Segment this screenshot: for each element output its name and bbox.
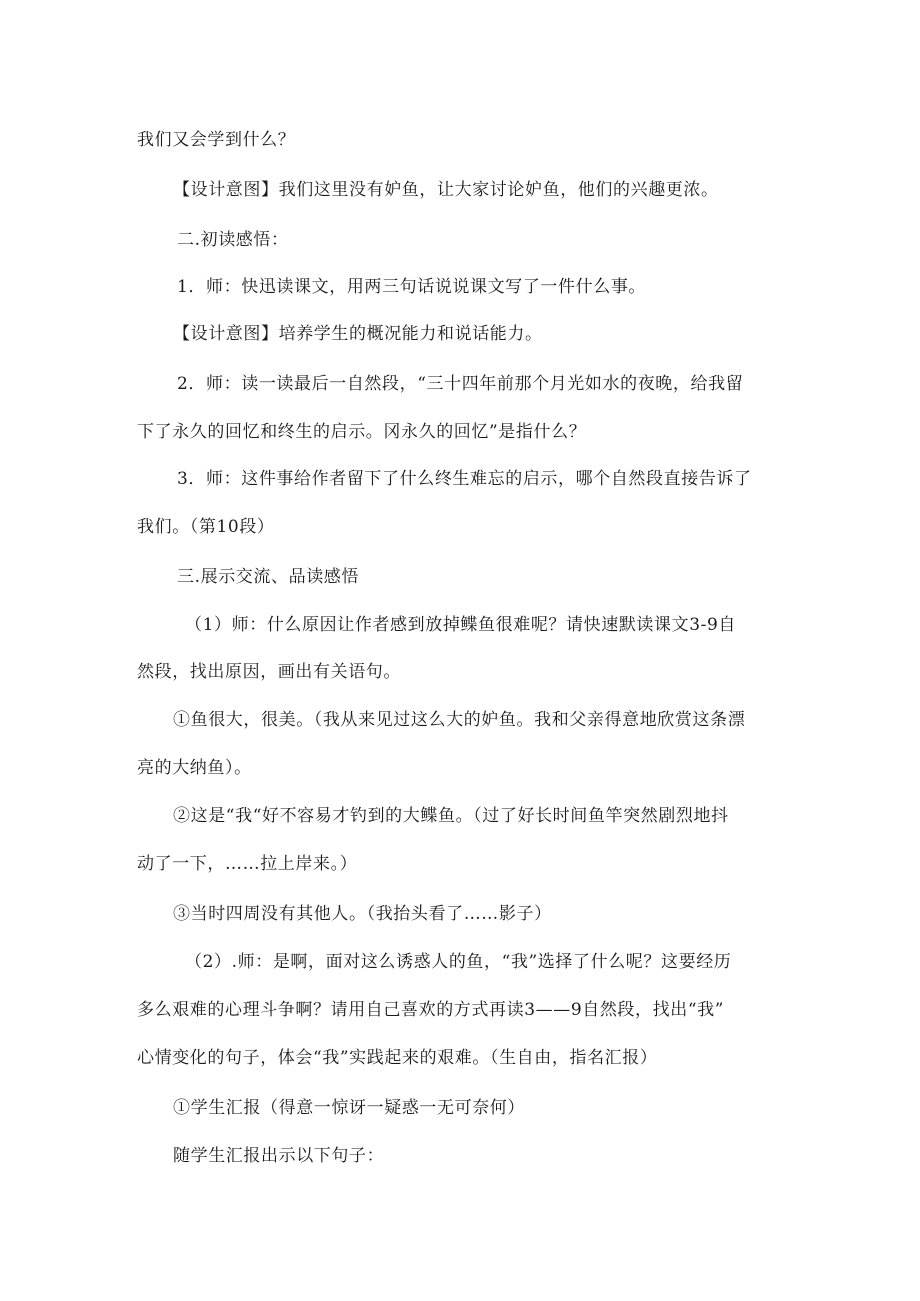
- text-line: （1）师：什么原因让作者感到放掉鲽鱼很难呢？请快速默读课文3-9自: [185, 615, 736, 635]
- section-heading: 三.展示交流、品读感悟: [177, 567, 360, 587]
- text-line: 下了永久的回忆和终生的启示。冈永久的回忆”是指什么？: [137, 422, 587, 442]
- text-line: 我们。（第10段）: [137, 517, 275, 537]
- text-line: ②这是“我“好不容易才钓到的大鲽鱼。（过了好长时间鱼竿突然剧烈地抖: [173, 806, 729, 826]
- text-line: ①学生汇报（得意一惊讶一疑惑一无可奈何）: [173, 1098, 525, 1118]
- text-line: 亮的大纳鱼）。: [137, 758, 252, 778]
- text-line: 我们又会学到什么？: [137, 130, 296, 150]
- text-line: 3．师：这件事给作者留下了什么终生难忘的启示，哪个自然段直接告诉了: [177, 469, 752, 489]
- text-line: 心情变化的句子，体会“我”实践起来的艰难。（生自由，指名汇报）: [137, 1048, 658, 1068]
- text-line: （2）.师：是啊，面对这么诱惑人的鱼，“我”选择了什么呢？这要经历: [185, 952, 732, 972]
- section-heading: 二.初读感悟：: [177, 230, 289, 250]
- text-line: 1．师：快迅读课文，用两三句话说说课文写了一件什么事。: [177, 277, 647, 297]
- text-line: ①鱼很大，很美。（我从来见过这么大的妒鱼。我和父亲得意地欣赏这条漂: [173, 710, 746, 730]
- text-line: 然段，找出原因，画出有关语句。: [137, 662, 401, 682]
- text-line: 多么艰难的心理斗争啊？请用自己喜欢的方式再读3——9自然段，找出“我”: [137, 1000, 725, 1020]
- text-line: 随学生汇报出示以下句子：: [173, 1146, 385, 1166]
- text-line: 2．师：读一读最后一自然段，“三十四年前那个月光如水的夜晚，给我留: [177, 374, 744, 394]
- text-line: 动了一下，……拉上岸来。）: [137, 854, 358, 874]
- text-line: 【设计意图】培养学生的概况能力和说话能力。: [173, 324, 543, 344]
- text-line: 【设计意图】我们这里没有妒鱼，让大家讨论妒鱼，他们的兴趣更浓。: [173, 180, 719, 200]
- text-line: ③当时四周没有其他人。（我抬头看了……影子）: [173, 904, 552, 924]
